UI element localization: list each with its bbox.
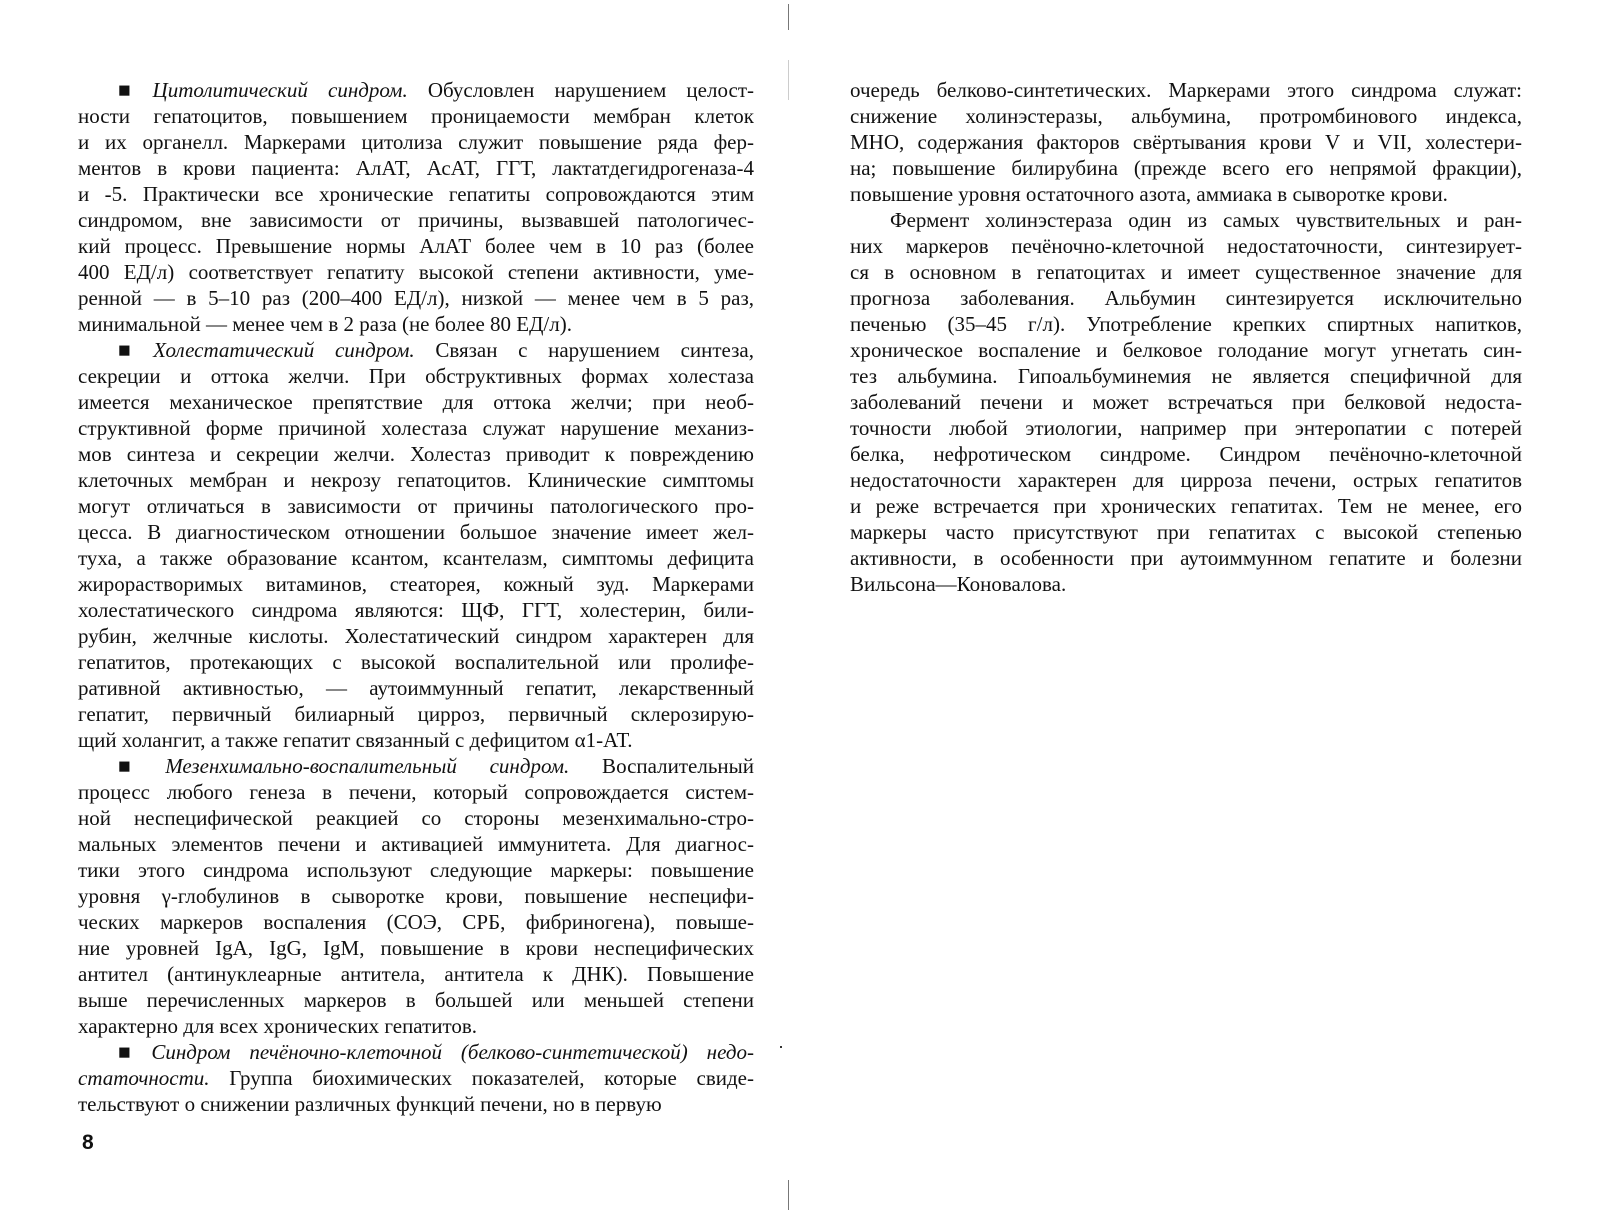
line-text: заболеваний печени и может встречаться при белковой недоста- (850, 390, 1522, 414)
line-text: структивной форме причиной холестаза служат нарушение механиз- (78, 416, 754, 440)
text-line (850, 77, 1522, 103)
text-line (78, 727, 754, 753)
text-line (78, 1065, 754, 1091)
text-line (850, 259, 1522, 285)
line-text: ментов в крови пациента: АлАТ, АсАТ, ГГТ, лактатдегидрогеназа-4 (78, 156, 754, 180)
line-text: тез альбумина. Гипоальбуминемия не является специфичной для (850, 364, 1522, 388)
text-line (850, 233, 1522, 259)
right-page (800, 0, 1600, 1225)
text-line (850, 181, 1522, 207)
text-line (850, 129, 1522, 155)
line-text: на; повышение билирубина (прежде всего его непрямой фракции), (850, 156, 1522, 180)
line-text: 400 ЕД/л) соответствует гепатиту высокой степени активности, уме- (78, 260, 754, 284)
line-text: Обусловлен нарушением целост- (407, 78, 754, 102)
square-bullet-icon: ■ (118, 1040, 145, 1064)
text-line (78, 415, 754, 441)
line-text: рубин, желчные кислоты. Холестатический синдром характерен для (78, 624, 754, 648)
line-text: имеется механическое препятствие для оттока желчи; при необ- (78, 390, 754, 414)
text-line (78, 545, 754, 571)
line-text: уровня γ-глобулинов в сыворотке крови, повышение неспецифи- (78, 884, 754, 908)
line-text: ние уровней IgA, IgG, IgM, повышение в крови неспецифических (78, 936, 754, 960)
gutter-scan-mark-upper (788, 60, 789, 100)
line-text: Фермент холинэстераза один из самых чувствительных и ран- (890, 208, 1522, 232)
text-line (78, 1091, 754, 1117)
line-text: антител (антинуклеарные антитела, антитела к ДНК). Повышение (78, 962, 754, 986)
syndrome-heading: статочности. (78, 1066, 210, 1090)
line-text: повышение уровня остаточного азота, аммиака в сыворотке крови. (850, 182, 1448, 206)
line-text: и реже встречается при хронических гепатитах. Тем не менее, его (850, 494, 1522, 518)
text-line (78, 909, 754, 935)
line-text: могут отличаться в зависимости от причины патологического про- (78, 494, 754, 518)
line-text: тельствуют о снижении различных функций печени, но в первую (78, 1092, 662, 1116)
text-line (118, 1039, 754, 1065)
text-line (78, 779, 754, 805)
text-line (850, 389, 1522, 415)
line-text: печенью (35–45 г/л). Употребление крепких спиртных напитков, (850, 312, 1522, 336)
text-line (78, 857, 754, 883)
line-text: гепатит, первичный билиарный цирроз, первичный склерозирую- (78, 702, 754, 726)
line-text: ративной активностью, — аутоиммунный гепатит, лекарственный (78, 676, 754, 700)
text-line (78, 259, 754, 285)
line-text: очередь белково-синтетических. Маркерами этого синдрома служат: (850, 78, 1522, 102)
line-text: холестатического синдрома являются: ЩФ, ГГТ, холестерин, били- (78, 598, 754, 622)
text-line (78, 935, 754, 961)
text-line (78, 519, 754, 545)
square-bullet-icon: ■ (118, 78, 146, 102)
line-text: ся в основном в гепатоцитах и имеет существенное значение для (850, 260, 1522, 284)
line-text: тики этого синдрома используют следующие маркеры: повышение (78, 858, 754, 882)
line-text: выше перечисленных маркеров в большей или меньшей степени (78, 988, 754, 1012)
text-line (850, 155, 1522, 181)
text-line (78, 155, 754, 181)
text-line (78, 987, 754, 1013)
line-text: синдромом, вне зависимости от причины, вызвавшей патологичес- (78, 208, 754, 232)
text-line (78, 493, 754, 519)
text-line (850, 493, 1522, 519)
line-text: них маркеров печёночно-клеточной недостаточности, синтезирует- (850, 234, 1522, 258)
line-text: недостаточности характерен для цирроза печени, острых гепатитов (850, 468, 1522, 492)
gutter-scan-mark-top (788, 4, 789, 30)
text-line (78, 805, 754, 831)
line-text: Группа биохимических показателей, которые свиде- (209, 1066, 754, 1090)
text-line (850, 519, 1522, 545)
text-line (78, 883, 754, 909)
text-line (78, 961, 754, 987)
text-line (118, 337, 754, 363)
text-line (78, 571, 754, 597)
square-bullet-icon: ■ (118, 338, 147, 362)
line-text: МНО, содержания факторов свёртывания крови V и VII, холестери- (850, 130, 1522, 154)
text-line (78, 467, 754, 493)
text-line (78, 389, 754, 415)
line-text: процесс любого генеза в печени, который сопровождается систем- (78, 780, 754, 804)
text-line (850, 545, 1522, 571)
text-line (78, 701, 754, 727)
line-text: цесса. В диагностическом отношении большое значение имеет жел- (78, 520, 754, 544)
line-text: точности любой этиологии, например при энтеропатии с потерей (850, 416, 1522, 440)
line-text: туха, а также образование ксантом, ксантелазм, симптомы дефицита (78, 546, 754, 570)
text-line (78, 285, 754, 311)
line-text: мальных элементов печени и активацией иммунитета. Для диагнос- (78, 832, 754, 856)
line-text: мов синтеза и секреции желчи. Холестаз приводит к повреждению (78, 442, 754, 466)
line-text: Вильсона—Коновалова. (850, 572, 1067, 596)
line-text: прогноза заболевания. Альбумин синтезируется исключительно (850, 286, 1522, 310)
syndrome-heading: Синдром печёночно-клеточной (белково-синтетической) недо- (151, 1040, 754, 1064)
text-line (850, 363, 1522, 389)
line-text: снижение холинэстеразы, альбумина, протромбинового индекса, (850, 104, 1522, 128)
text-line (850, 467, 1522, 493)
text-line (850, 571, 1522, 597)
line-text: минимальной — менее чем в 2 раза (не более 80 ЕД/л). (78, 312, 572, 336)
line-text: Связан с нарушением синтеза, (414, 338, 755, 362)
line-text: хроническое воспаление и белковое голодание могут угнетать син- (850, 338, 1522, 362)
syndrome-heading: Мезенхимально-воспалительный синдром. (165, 754, 570, 778)
gutter-scan-mark-bottom (788, 1180, 789, 1210)
text-line (890, 207, 1522, 233)
line-text: щий холангит, а также гепатит связанный с дефицитом α1-АТ. (78, 728, 633, 752)
text-line (118, 77, 754, 103)
line-text: и -5. Практически все хронические гепатиты сопровождаются этим (78, 182, 754, 206)
line-text: белка, нефротическом синдроме. Синдром печёночно-клеточной (850, 442, 1522, 466)
line-text: активности, в особенности при аутоиммунном гепатите и болезни (850, 546, 1522, 570)
line-text: и их органелл. Маркерами цитолиза служит повышение ряда фер- (78, 130, 754, 154)
text-line (850, 103, 1522, 129)
square-bullet-icon: ■ (118, 754, 159, 778)
text-line (78, 363, 754, 389)
text-line (118, 753, 754, 779)
line-text: жирорастворимых витаминов, стеаторея, кожный зуд. Маркерами (78, 572, 754, 596)
line-text: характерно для всех хронических гепатитов. (78, 1014, 478, 1038)
line-text: маркеры часто присутствуют при гепатитах с высокой степенью (850, 520, 1522, 544)
line-text: клеточных мембран и некрозу гепатоцитов. Клинические симптомы (78, 468, 754, 492)
text-line (78, 311, 754, 337)
text-line (78, 623, 754, 649)
text-line (78, 181, 754, 207)
line-text: секреции и оттока желчи. При обструктивных формах холестаза (78, 364, 754, 388)
text-line (850, 285, 1522, 311)
text-line (850, 441, 1522, 467)
text-line (78, 675, 754, 701)
text-line (78, 441, 754, 467)
text-line (850, 415, 1522, 441)
text-line (78, 597, 754, 623)
scan-speck (780, 1046, 782, 1048)
line-text: Воспалительный (569, 754, 755, 778)
line-text: гепатитов, протекающих с высокой воспалительной или пролифе- (78, 650, 754, 674)
line-text: ной неспецифической реакцией со стороны мезенхимально-стро- (78, 806, 754, 830)
syndrome-heading: Цитолитический синдром. (152, 78, 408, 102)
text-line (78, 1013, 754, 1039)
text-line (78, 233, 754, 259)
text-line (78, 207, 754, 233)
line-text: ности гепатоцитов, повышением проницаемости мембран клеток (78, 104, 754, 128)
text-line (850, 337, 1522, 363)
line-text: ческих маркеров воспаления (СОЭ, СРБ, фибриногена), повыше- (78, 910, 754, 934)
text-line (78, 129, 754, 155)
text-line (850, 311, 1522, 337)
page-number: 8 (82, 1131, 94, 1154)
text-line (78, 103, 754, 129)
syndrome-heading: Холестатический синдром. (153, 338, 415, 362)
text-line (78, 649, 754, 675)
text-line (78, 831, 754, 857)
line-text: ренной — в 5–10 раз (200–400 ЕД/л), низкой — менее чем в 5 раз, (78, 286, 754, 310)
line-text: кий процесс. Превышение нормы АлАТ более чем в 10 раз (более (78, 234, 754, 258)
